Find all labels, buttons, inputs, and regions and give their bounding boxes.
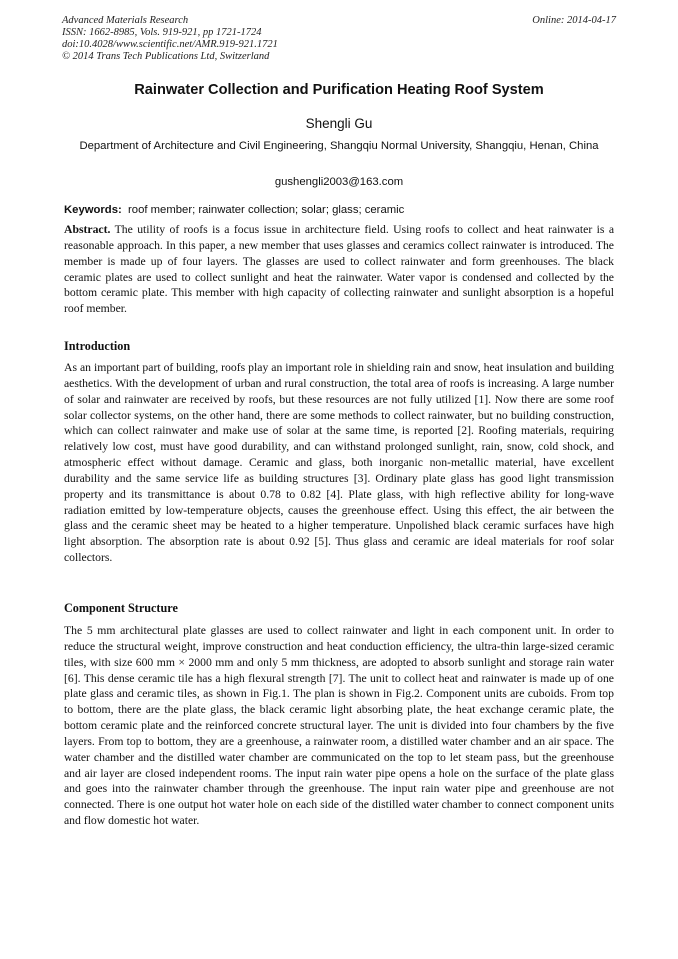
keywords-label: Keywords: [64,204,122,216]
introduction-paragraph: As an important part of building, roofs play an important role in shielding rain and snow, heat insulation and building aesthetics. With the development of urban and rural construction, the total area of roofs is increasing. A large number of solar and rainwater are received by roofs, but these resources are not fully utilized [1]. Now there are some roof solar collector systems, on the other hand, there are some methods to collect rainwater, but no building construction, which can collect rainwater and make use of solar at the same time, is reported [2]. Roofing materials, requiring relatively low cost, must have good durability, and can withstand prolonged sunlight, rain, snow, cold shock, and atmospheric effect without damage. Ceramic and glass, both inorganic non-metallic material, have excellent durability and the same service life as building structures [3]. Ordinary plate glass has good light transmission property and its transmittance is about 0.78 to 0.82 [4]. Plate glass, with high reflective ability for long-wave radiation emitted by low-temperature objects, causes the greenhouse effect. Using this effect, the air between the glass and the ceramic sheet may be heated to a higher temperature. Unpolished black ceramic surfaces have high light absorption. The absorption rate is about 0.92 [5]. Thus glass and ceramic are ideal materials for roof solar collectors. [64,361,614,565]
introduction-heading: Introduction [64,339,131,353]
issn-line: ISSN: 1662-8985, Vols. 919-921, pp 1721-1724 [62,27,262,38]
online-date: Online: 2014-04-17 [532,15,616,26]
component-structure-heading: Component Structure [64,601,178,615]
journal-meta [62,15,278,63]
abstract-paragraph [64,222,614,317]
abstract-text: The utility of roofs is a focus issue in architecture field. Using roofs to collect and heat rainwater is a reasonable approach. In this paper, a new member that uses glasses and ceramics collect rainwater is introduced. The member is made up of four layers. The glasses are used to collect rainwater and form greenhouses. The black ceramic plates are used to collect sunlight and heat the rainwater. Water vapor is condensed and collected by the bottom ceramic plate. This member with high capacity of collecting rainwater and sunlight absorption is a hopeful roof member. [64,223,615,316]
journal-name: Advanced Materials Research [62,15,189,26]
keywords-text: roof member; rainwater collection; solar; glass; ceramic [128,204,405,216]
author-email: gushengli2003@163.com [274,176,404,188]
abstract-label: Abstract. [64,223,111,236]
author-name: Shengli Gu [305,116,373,131]
copyright-line: © 2014 Trans Tech Publications Ltd, Switzerland [62,51,270,62]
keywords-line [64,203,616,217]
affiliation: Department of Architecture and Civil Engineering, Shangqiu Normal University, Shangqiu, Henan, China [79,140,599,152]
doi-line: doi:10.4028/www.scientific.net/AMR.919-921.1721 [62,39,278,50]
paper-title: Rainwater Collection and Purification Heating Roof System [134,82,544,98]
component-structure-paragraph: The 5 mm architectural plate glasses are used to collect rainwater and light in each component unit. In order to reduce the structural weight, improve construction and heat conduction efficiency, the ultra-thin large-sized ceramic tiles, with size 600 mm × 2000 mm and only 5 mm thickness, are adopted to absorb sunlight and storage rain water [6]. This dense ceramic tile has a high flexural strength [7]. The unit to collect heat and rainwater is made up of one plate glass and ceramic tiles, as shown in Fig.1. The plan is shown in Fig.2. Component units are cuboids. From top to bottom, there are the plate glass, the black ceramic light absorbing plate, the heat exchange ceramic plate, the bottom ceramic plate and the reinforced concrete structural layer. The unit is divided into four chambers by the five layers. From top to bottom, they are a greenhouse, a rainwater room, a distilled water chamber and an air space. The water chamber and the distilled water chamber are communicated on the top to let steam pass, but the greenhouse and air layer are closed independent rooms. The input rain water pipe opens a hole on the surface of the plate glass and goes into the rainwater chamber through the greenhouse. The input rain water pipe and greenhouse are not connected. There is one output hot water hole on each side of the distilled water chamber to connect component units and flow domestic hot water. [64,624,614,828]
